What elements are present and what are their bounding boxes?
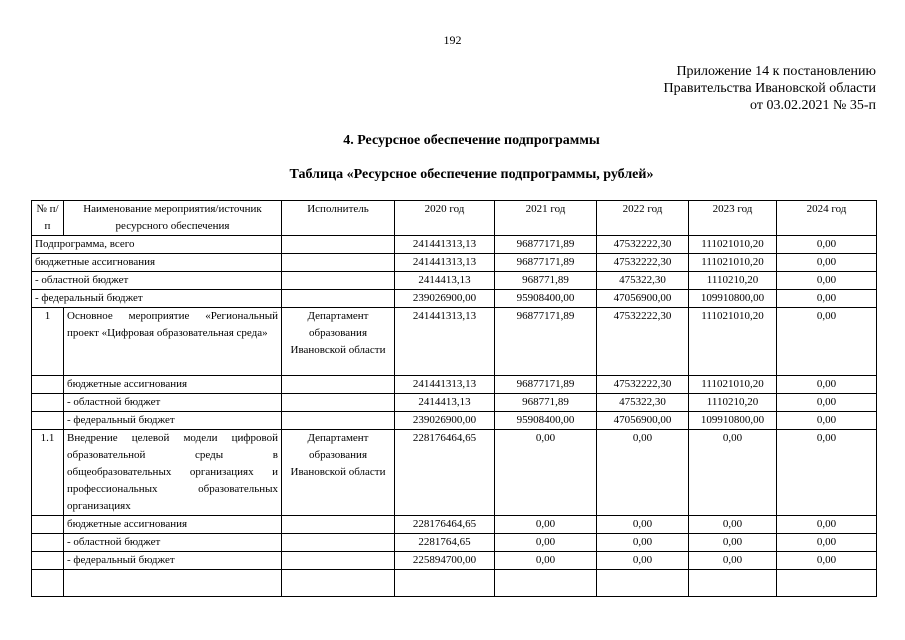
row-name: - областной бюджет [64, 394, 282, 412]
row-value-2021: 96877171,89 [495, 254, 597, 272]
row-value-2023: 111021010,20 [689, 308, 777, 376]
row-name: Основное мероприятие «Региональный проект «Цифровая образовательная среда» [64, 308, 282, 376]
table-row [32, 308, 877, 376]
row-value-2021: 968771,89 [495, 394, 597, 412]
empty-cell [32, 570, 64, 597]
empty-cell [777, 570, 877, 597]
table-row [32, 272, 877, 290]
table-row [32, 290, 877, 308]
row-value-2024: 0,00 [777, 534, 877, 552]
row-executor [282, 272, 395, 290]
appendix-note [664, 63, 876, 114]
row-value-2022: 47532222,30 [597, 254, 689, 272]
row-name: Внедрение целевой модели цифровой образовательной среды в общеобразовательных организациях и профессиональных образовательных организациях [64, 430, 282, 516]
row-value-2022: 0,00 [597, 430, 689, 516]
row-value-2020: 228176464,65 [395, 430, 495, 516]
row-value-2022: 475322,30 [597, 272, 689, 290]
row-value-2022: 0,00 [597, 516, 689, 534]
row-executor [282, 516, 395, 534]
row-executor [282, 376, 395, 394]
row-value-2024: 0,00 [777, 394, 877, 412]
row-value-2024: 0,00 [777, 236, 877, 254]
row-num [32, 516, 64, 534]
empty-cell [689, 570, 777, 597]
row-value-2022: 47532222,30 [597, 236, 689, 254]
appendix-line-3: от 03.02.2021 № 35-п [750, 98, 876, 113]
row-value-2024: 0,00 [777, 290, 877, 308]
row-executor [282, 412, 395, 430]
table-row [32, 516, 877, 534]
row-name: - федеральный бюджет [64, 552, 282, 570]
table-row [32, 552, 877, 570]
row-value-2024: 0,00 [777, 308, 877, 376]
row-name: - федеральный бюджет [64, 412, 282, 430]
row-value-2024: 0,00 [777, 376, 877, 394]
header-executor: Исполнитель [282, 201, 395, 236]
header-name: Наименование мероприятия/источник ресурсного обеспечения [64, 201, 282, 236]
table-row [32, 394, 877, 412]
row-executor [282, 534, 395, 552]
row-executor [282, 394, 395, 412]
table-row [32, 376, 877, 394]
row-executor [282, 236, 395, 254]
table-header-row [32, 201, 877, 236]
row-value-2024: 0,00 [777, 272, 877, 290]
row-executor [282, 290, 395, 308]
section-title: 4. Ресурсное обеспечение подпрограммы [343, 133, 600, 148]
row-value-2022: 47532222,30 [597, 376, 689, 394]
row-value-2022: 0,00 [597, 534, 689, 552]
row-value-2022: 47056900,00 [597, 290, 689, 308]
row-executor [282, 254, 395, 272]
table-row [32, 534, 877, 552]
row-num [32, 376, 64, 394]
header-2024: 2024 год [777, 201, 877, 236]
row-value-2020: 241441313,13 [395, 254, 495, 272]
table-title: Таблица «Ресурсное обеспечение подпрограммы, рублей» [289, 167, 654, 182]
table-row [32, 236, 877, 254]
row-value-2023: 109910800,00 [689, 412, 777, 430]
row-name: - областной бюджет [32, 272, 282, 290]
row-value-2024: 0,00 [777, 254, 877, 272]
row-value-2021: 0,00 [495, 516, 597, 534]
row-value-2020: 241441313,13 [395, 236, 495, 254]
row-value-2022: 475322,30 [597, 394, 689, 412]
row-value-2023: 0,00 [689, 534, 777, 552]
row-name: Подпрограмма, всего [32, 236, 282, 254]
row-num [32, 552, 64, 570]
table-body [32, 201, 877, 597]
table-row [32, 254, 877, 272]
row-executor [282, 552, 395, 570]
row-value-2020: 225894700,00 [395, 552, 495, 570]
row-value-2022: 47056900,00 [597, 412, 689, 430]
row-value-2023: 0,00 [689, 516, 777, 534]
row-value-2021: 96877171,89 [495, 308, 597, 376]
row-value-2020: 2281764,65 [395, 534, 495, 552]
row-num: 1 [32, 308, 64, 376]
header-2023: 2023 год [689, 201, 777, 236]
row-value-2023: 1110210,20 [689, 394, 777, 412]
row-value-2021: 968771,89 [495, 272, 597, 290]
row-value-2021: 0,00 [495, 430, 597, 516]
page-number: 192 [443, 33, 462, 47]
appendix-line-2: Правительства Ивановской области [663, 81, 876, 96]
row-num: 1.1 [32, 430, 64, 516]
row-value-2020: 2414413,13 [395, 272, 495, 290]
row-value-2021: 95908400,00 [495, 412, 597, 430]
row-value-2021: 0,00 [495, 552, 597, 570]
empty-cell [64, 570, 282, 597]
empty-cell [597, 570, 689, 597]
row-num [32, 394, 64, 412]
row-value-2024: 0,00 [777, 412, 877, 430]
row-value-2020: 241441313,13 [395, 376, 495, 394]
empty-cell [495, 570, 597, 597]
row-name: бюджетные ассигнования [64, 376, 282, 394]
appendix-line-1: Приложение 14 к постановлению [676, 64, 876, 79]
header-2022: 2022 год [597, 201, 689, 236]
resource-table [31, 200, 877, 597]
table-row-empty [32, 570, 877, 597]
row-name: - федеральный бюджет [32, 290, 282, 308]
row-value-2023: 1110210,20 [689, 272, 777, 290]
header-2021: 2021 год [495, 201, 597, 236]
row-value-2023: 111021010,20 [689, 236, 777, 254]
row-name: - областной бюджет [64, 534, 282, 552]
row-value-2020: 228176464,65 [395, 516, 495, 534]
row-executor: Департамент образования Ивановской области [282, 308, 395, 376]
row-value-2023: 111021010,20 [689, 376, 777, 394]
row-value-2020: 239026900,00 [395, 412, 495, 430]
row-value-2020: 241441313,13 [395, 308, 495, 376]
empty-cell [282, 570, 395, 597]
row-value-2022: 0,00 [597, 552, 689, 570]
row-value-2022: 47532222,30 [597, 308, 689, 376]
row-value-2023: 109910800,00 [689, 290, 777, 308]
row-value-2020: 2414413,13 [395, 394, 495, 412]
row-value-2021: 95908400,00 [495, 290, 597, 308]
table-row [32, 430, 877, 516]
row-value-2023: 0,00 [689, 552, 777, 570]
row-value-2023: 0,00 [689, 430, 777, 516]
row-num [32, 534, 64, 552]
header-2020: 2020 год [395, 201, 495, 236]
row-value-2021: 96877171,89 [495, 376, 597, 394]
row-value-2024: 0,00 [777, 552, 877, 570]
row-value-2024: 0,00 [777, 516, 877, 534]
row-executor: Департамент образования Ивановской области [282, 430, 395, 516]
row-name: бюджетные ассигнования [32, 254, 282, 272]
table-row [32, 412, 877, 430]
row-value-2020: 239026900,00 [395, 290, 495, 308]
row-name: бюджетные ассигнования [64, 516, 282, 534]
row-num [32, 412, 64, 430]
empty-cell [395, 570, 495, 597]
row-value-2024: 0,00 [777, 430, 877, 516]
row-value-2021: 96877171,89 [495, 236, 597, 254]
header-num: № п/п [32, 201, 64, 236]
row-value-2023: 111021010,20 [689, 254, 777, 272]
row-value-2021: 0,00 [495, 534, 597, 552]
